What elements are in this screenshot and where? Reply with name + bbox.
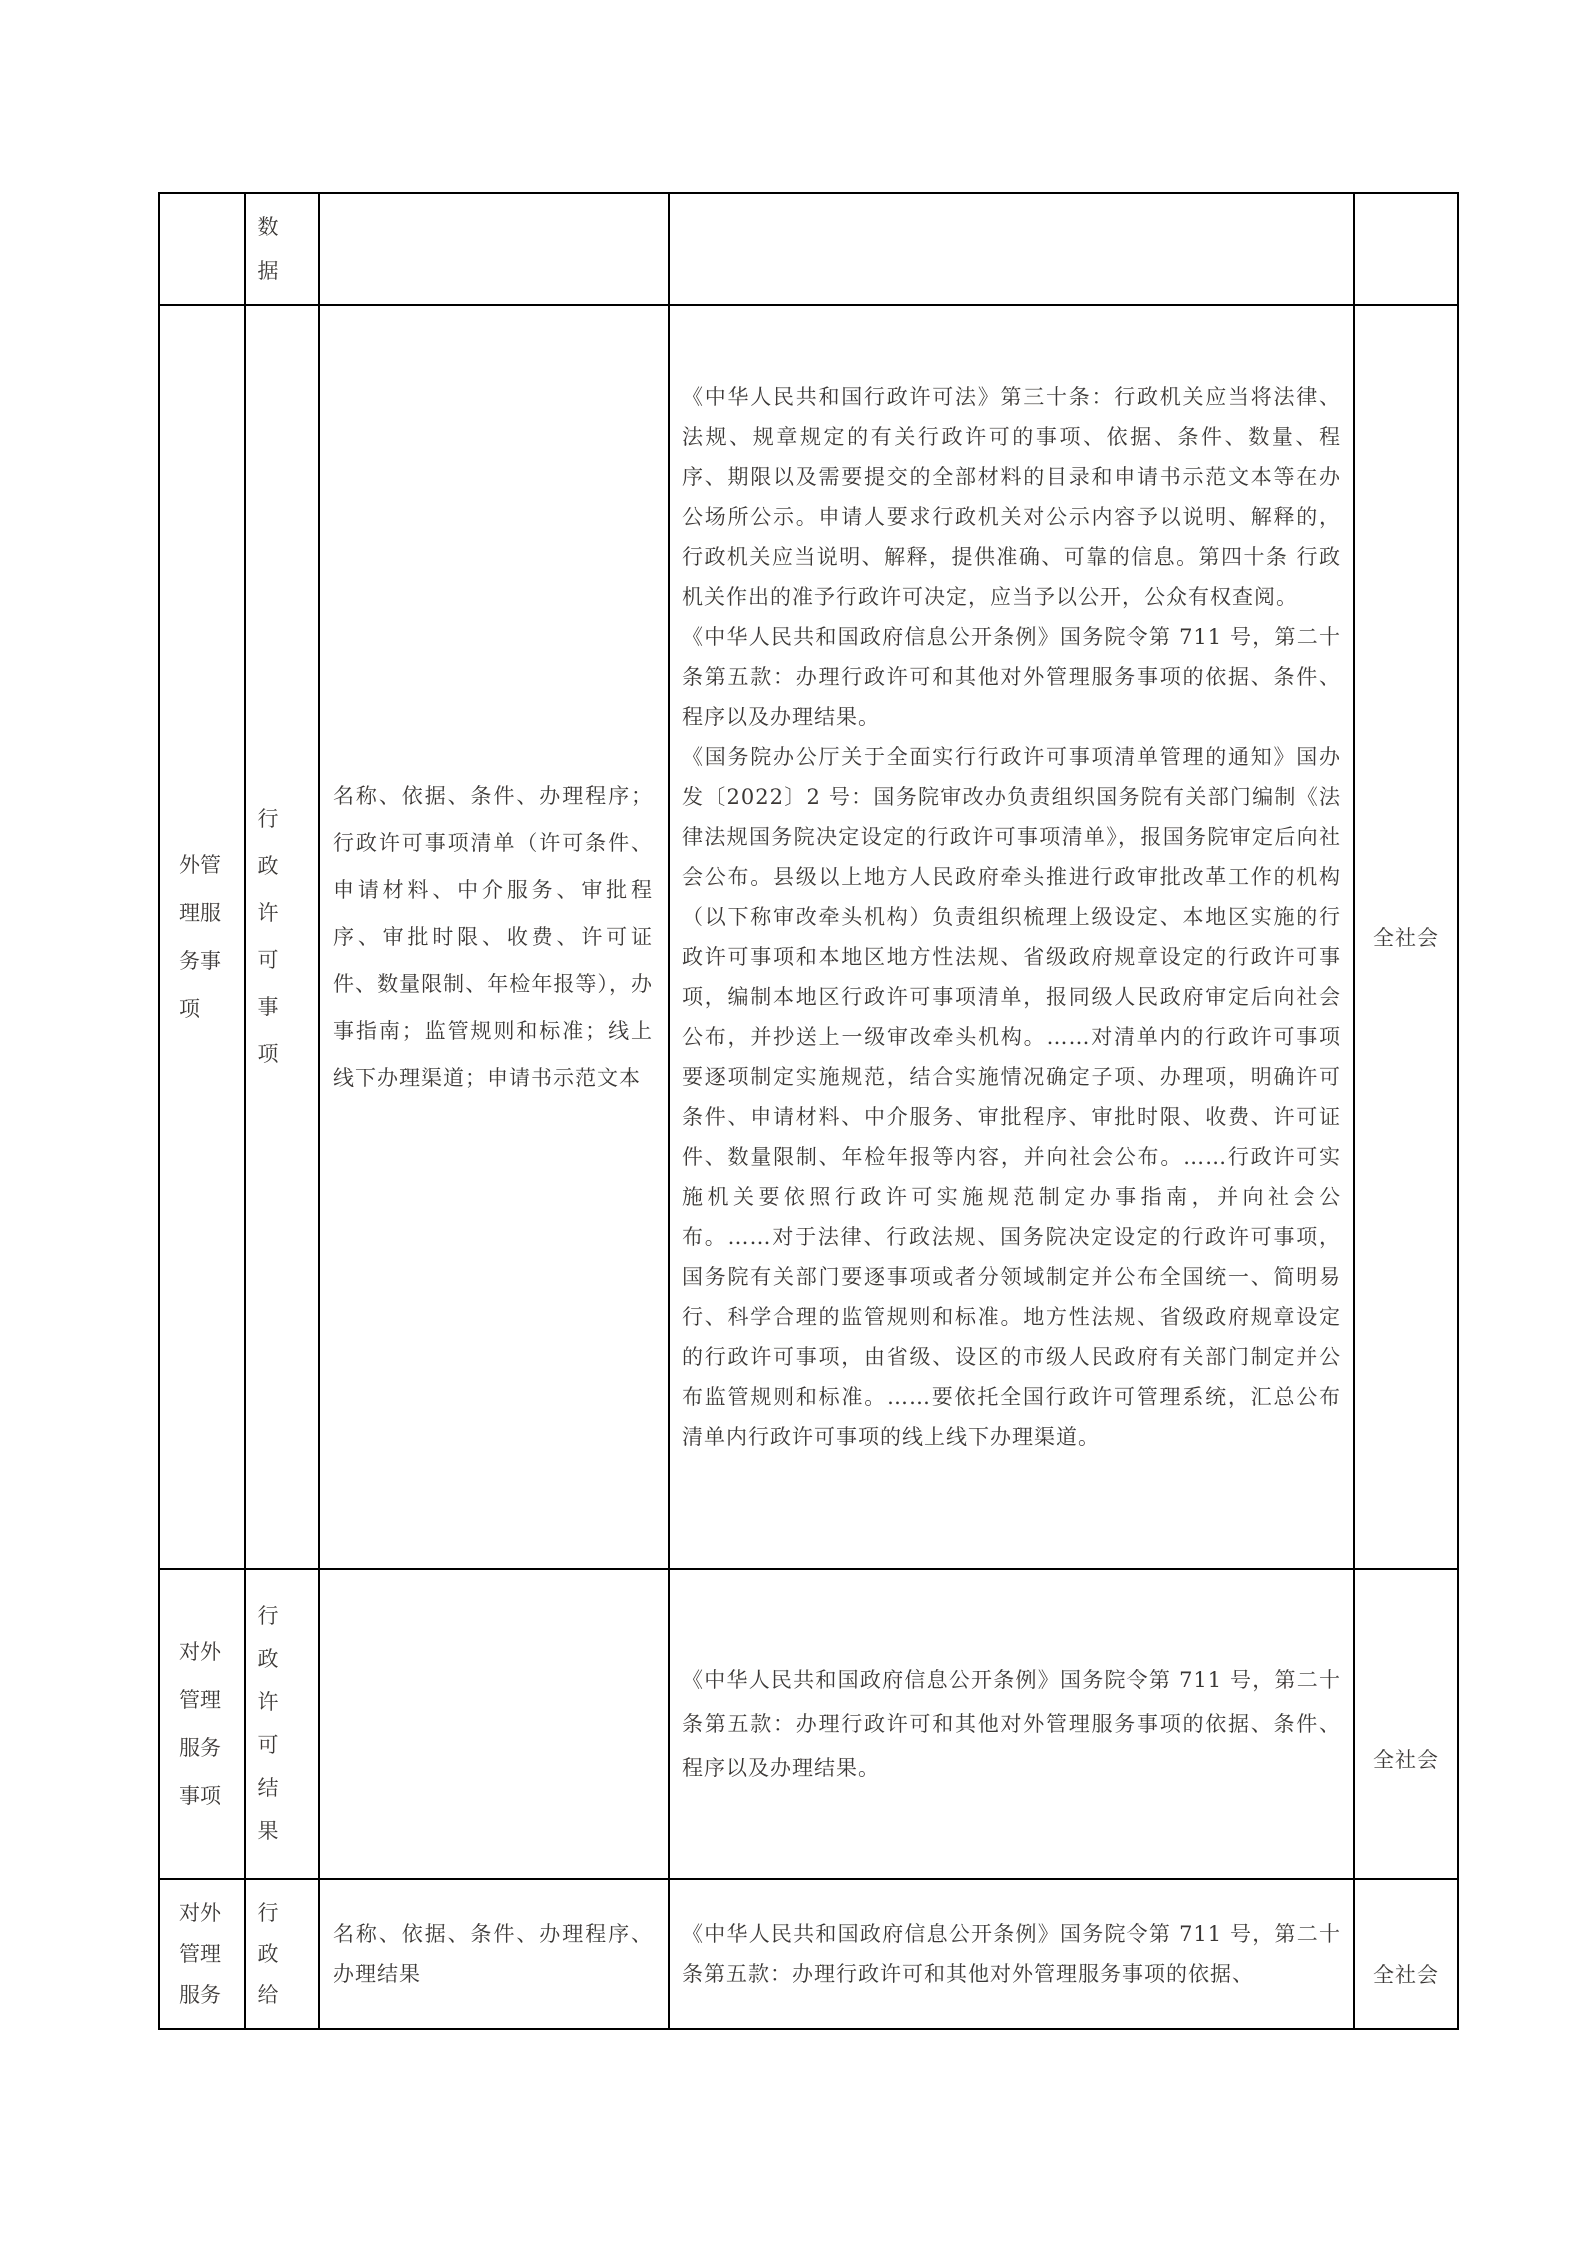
row4-category-cell (160, 1880, 246, 2030)
row3-item-label: 行政许可结果 (257, 1604, 279, 1843)
row1-item-label: 数据 (257, 215, 279, 283)
row1-content-cell (320, 194, 670, 306)
row3-category-label: 对外管理服务事项 (179, 1640, 221, 1808)
row3-basis-paragraph-1: 《中华人民共和国政府信息公开条例》国务院令第 711 号，第二十条第五款：办理行政许可和其他对外管理服务事项的依据、条件、程序以及办理结果。 (682, 1668, 1341, 1780)
row3-item-cell (246, 1570, 320, 1880)
document-table (158, 192, 1459, 2030)
row2-audience-cell (1355, 306, 1459, 1570)
row3-category-cell (160, 1570, 246, 1880)
row2-basis-cell (670, 306, 1355, 1570)
row2-basis-paragraph-1: 《中华人民共和国行政许可法》第三十条：行政机关应当将法律、法规、规章规定的有关行政许可的事项、依据、条件、数量、程序、期限以及需要提交的全部材料的目录和申请书示范文本等在办公场所公示。申请人要求行政机关对公示内容予以说明、解释的，行政机关应当说明、解释，提供准确、可靠的信息。第四十条 行政机关作出的准予行政许可决定，应当予以公开，公众有权查阅。 (682, 385, 1341, 609)
row1-category-cell (160, 194, 246, 306)
row2-content-cell (320, 306, 670, 1570)
row2-basis-paragraph-3: 《国务院办公厅关于全面实行行政许可事项清单管理的通知》国办发〔2022〕2 号：国务院审改办负责组织国务院有关部门编制《法律法规国务院决定设定的行政许可事项清单》，报国务院审定后向社会公布。县级以上地方人民政府牵头推进行政审批改革工作的机构（以下称审改牵头机构）负责组织梳理上级设定、本地区实施的行政许可事项和本地区地方性法规、省级政府规章设定的行政许可事项，编制本地区行政许可事项清单，报同级人民政府审定后向社会公布，并抄送上一级审改牵头机构。……对清单内的行政许可事项要逐项制定实施规范，结合实施情况确定子项、办理项，明确许可条件、申请材料、中介服务、审批程序、审批时限、收费、许可证件、数量限制、年检年报等内容，并向社会公布。……行政许可实施机关要依照行政许可实施规范制定办事指南，并向社会公布。……对于法律、行政法规、国务院决定设定的行政许可事项，国务院有关部门要逐事项或者分领域制定并公布全国统一、简明易行、科学合理的监管规则和标准。地方性法规、省级政府规章设定的行政许可事项，由省级、设区的市级人民政府有关部门制定并公布监管规则和标准。……要依托全国行政许可管理系统，汇总公布清单内行政许可事项的线上线下办理渠道。 (682, 745, 1341, 1449)
row1-audience-cell (1355, 194, 1459, 306)
row2-basis-text (682, 377, 1341, 1457)
row2-audience-label: 全社会 (1373, 926, 1439, 950)
row3-basis-text (682, 1658, 1341, 1790)
row4-basis-paragraph-1: 《中华人民共和国政府信息公开条例》国务院令第 711 号，第二十条第五款：办理行政许可和其他对外管理服务事项的依据、 (682, 1922, 1341, 1986)
row2-item-cell (246, 306, 320, 1570)
row2-item-label: 行政许可事项 (257, 807, 279, 1066)
row4-basis-cell (670, 1880, 1355, 2030)
row4-item-label: 行政给 (257, 1900, 279, 2007)
row4-category-label: 对外管理服务 (179, 1900, 221, 2007)
row1-item-cell (246, 194, 320, 306)
row3-audience-cell (1355, 1570, 1459, 1880)
row3-basis-cell (670, 1570, 1355, 1880)
row4-basis-text (682, 1914, 1341, 1994)
row2-basis-paragraph-2: 《中华人民共和国政府信息公开条例》国务院令第 711 号，第二十条第五款：办理行政许可和其他对外管理服务事项的依据、条件、程序以及办理结果。 (682, 625, 1341, 729)
row4-audience-cell (1355, 1880, 1459, 2030)
row4-item-cell (246, 1880, 320, 2030)
row2-category-cell (160, 306, 246, 1570)
row4-content-text: 名称、依据、条件、办理程序、办理结果 (333, 1922, 653, 1986)
row1-basis-cell (670, 194, 1355, 306)
row2-category-label: 外管理服务事项 (179, 853, 221, 1021)
row2-content-text: 名称、依据、条件、办理程序；行政许可事项清单（许可条件、申请材料、中介服务、审批程序、审批时限、收费、许可证件、数量限制、年检年报等），办事指南；监管规则和标准；线上线下办理渠道；申请书示范文本 (333, 783, 653, 1090)
row4-content-cell (320, 1880, 670, 2030)
row3-audience-label: 全社会 (1373, 1748, 1439, 1772)
row4-audience-label: 全社会 (1373, 1963, 1439, 1987)
row3-content-cell (320, 1570, 670, 1880)
